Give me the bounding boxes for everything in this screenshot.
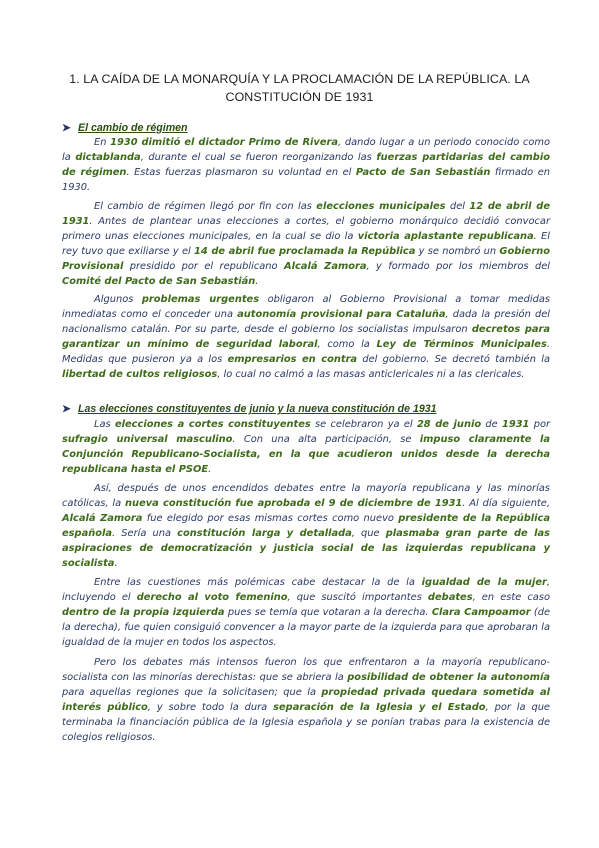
highlighted-term: Alcalá Zamora (62, 512, 143, 524)
paragraph-text: , dando lugar a un periodo conocido como la (62, 137, 550, 163)
highlighted-term: autonomía provisional para Cataluña (237, 308, 446, 320)
highlighted-term: posibilidad de obtener la autonomía (347, 671, 550, 683)
section-heading-text: El cambio de régimen (78, 122, 188, 134)
highlighted-term: debates (427, 591, 473, 603)
paragraph-text: obligaron al Gobierno Provisional a tomar medidas inmediatas como el conceder una (62, 294, 550, 320)
highlighted-term: elecciones a cortes constituyentes (114, 419, 311, 430)
highlighted-term: elecciones municipales (316, 201, 446, 212)
paragraph-text: , que suscitó importantes (287, 591, 428, 603)
highlighted-term: empresarios en contra (227, 353, 358, 365)
paragraph-text: pues se temía que votaran a la derecha. (224, 606, 432, 618)
highlighted-term: 14 de abril fue proclamada la República (194, 245, 416, 257)
highlighted-term: Alcalá Zamora (283, 260, 367, 272)
highlighted-term: separación de la Iglesia y el Estado (273, 701, 486, 713)
paragraph-text: firmado en 1930. (62, 166, 550, 193)
paragraph-text: En (94, 137, 111, 148)
arrow-bullet-icon: ➤ (62, 403, 71, 415)
paragraph-text: . Con una alta participación, se (232, 433, 420, 445)
title-line-1: 1. LA CAÍDA DE LA MONARQUÍA Y LA PROCLAMACIÓN DE LA REPÚBLICA. LA (69, 72, 530, 86)
paragraph-text: , que (351, 527, 386, 539)
highlighted-term: sufragio universal masculino (62, 433, 233, 445)
highlighted-term: 1930 dimitió el dictador Primo de Rivera (110, 137, 339, 148)
highlighted-term: Ley de Términos Municipales (376, 338, 547, 350)
paragraph-7 (62, 656, 550, 745)
highlighted-term: 28 de junio (416, 419, 482, 430)
paragraph-text: , y sobre todo la dura (147, 701, 274, 713)
highlighted-term: dentro de la propia izquierda (62, 606, 225, 618)
highlighted-term: victoria aplastante republicana (357, 230, 534, 242)
highlighted-term: libertad de cultos religiosos (62, 368, 218, 380)
paragraph-text: , lo cual no calmó a las masas anticlericales ni a las clericales. (217, 368, 525, 380)
paragraph-text: Algunos (94, 294, 142, 305)
paragraph-text: . Antes de plantear unas elecciones a cortes, el gobierno monárquico decidió convocar primero unas elecciones municipales, en la cual se dio la (62, 215, 550, 242)
paragraph-text: , durante el cual se fueron reorganizando las (140, 151, 377, 163)
paragraph-text: por (529, 419, 551, 430)
arrow-bullet-icon: ➤ (62, 122, 71, 134)
paragraph-text: , por la que terminaba la financiación pública de la Iglesia española y se ponían trabas para la existencia de colegios religiosos. (62, 701, 550, 743)
paragraph-text: , como la (317, 338, 377, 350)
paragraph-text: . Medidas que pusieron ya a los (62, 338, 550, 365)
paragraph-text: Entre las cuestiones más polémicas cabe destacar la de la (94, 577, 422, 588)
paragraph-text: de (481, 419, 502, 430)
highlighted-term: decretos para garantizar un mínimo de seguridad laboral (62, 323, 551, 350)
highlighted-term: fuerzas partidarias del cambio de régimen (62, 151, 550, 178)
paragraph-3 (62, 293, 550, 382)
page-title (60, 70, 539, 106)
highlighted-term: Gobierno Provisional (62, 245, 550, 272)
paragraph-text: Así, después de unos encendidos debates entre la mayoría republicana y las minorías católicas, la (62, 483, 550, 509)
paragraph-text: para aquellas regiones que la solicitasen; que la (62, 686, 322, 698)
highlighted-term: constitución larga y detallada (177, 527, 352, 539)
paragraph-text: presidido por el republicano (123, 260, 284, 272)
paragraph-text: , incluyendo el (62, 577, 550, 603)
paragraph-text: El cambio de régimen llegó por fin con las (94, 201, 317, 212)
paragraph-text: . (114, 557, 118, 569)
paragraph-6 (62, 576, 550, 651)
paragraph-text: Pero los debates más intensos fueron los que enfrentaron a la mayoría republicano-socialista con las minorías derechistas: que se abriera la (62, 657, 550, 683)
highlighted-term: igualdad de la mujer (421, 577, 547, 588)
highlighted-term: derecho al voto femenino (136, 591, 288, 603)
paragraph-text: . (255, 275, 259, 287)
highlighted-term: Clara Campoamor (431, 606, 531, 618)
highlighted-term: Comité del Pacto de San Sebastián (62, 275, 256, 287)
paragraph-text: se celebraron ya el (310, 419, 417, 430)
highlighted-term: plasmaba gran parte de las aspiraciones de democratización y justicia social de las izquierdas republicana y socialista (62, 527, 550, 569)
paragraph-text: . Estas fuerzas plasmaron su voluntad en el (126, 166, 356, 178)
paragraph-text: Las (94, 419, 115, 430)
paragraph-text: . El rey tuvo que exiliarse y el (62, 230, 550, 257)
highlighted-term: 12 de abril de 1931 (62, 201, 550, 227)
highlighted-term: propiedad privada quedara sometida al interés público (62, 686, 550, 713)
highlighted-term: 1931 (502, 419, 530, 430)
paragraph-text: , dada la presión del nacionalismo catalán. Por su parte, desde el gobierno los socialistas impulsaron (62, 308, 550, 335)
section-heading-text: Las elecciones constituyentes de junio y la nueva constitución de 1931 (78, 403, 437, 415)
highlighted-term: problemas urgentes (141, 294, 260, 305)
paragraph-text: . (208, 463, 212, 475)
highlighted-term: Pacto de San Sebastián (355, 166, 491, 178)
title-line-2: CONSTITUCIÓN DE 1931 (225, 90, 374, 104)
paragraph-text: , y formado por los miembros del (366, 260, 550, 272)
paragraph-text: . Al día siguiente, (462, 497, 550, 509)
paragraph-text: . Sería una (112, 527, 178, 539)
highlighted-term: impuso claramente la Conjunción Republicano-Socialista, en la que acudieron unidos desde la derecha republicana hasta el PSOE (62, 433, 550, 475)
paragraph-4 (62, 418, 550, 478)
paragraph-5 (62, 482, 550, 571)
paragraph-1 (62, 136, 550, 196)
highlighted-term: nueva constitución fue aprobada el 9 de diciembre de 1931 (125, 497, 463, 509)
paragraph-text: del gobierno. Se decretó también la (357, 353, 550, 365)
paragraph-text: fue elegido por esas mismas cortes como nuevo (142, 512, 399, 524)
paragraph-text: del (445, 201, 470, 212)
highlighted-term: presidente de la República española (62, 512, 550, 539)
paragraph-text: , en este caso (472, 591, 550, 603)
paragraph-text: y se nombró un (415, 245, 500, 257)
paragraph-2 (62, 200, 550, 289)
highlighted-term: dictablanda (75, 151, 141, 163)
section-heading-cambio-regimen (62, 121, 552, 136)
paragraph-text: (de la derecha), fue quien consiguió convencer a la mayor parte de la izquierda para que aprobaran la igualdad de la mujer en todos los aspectos. (62, 606, 550, 648)
section-heading-elecciones (62, 402, 552, 417)
